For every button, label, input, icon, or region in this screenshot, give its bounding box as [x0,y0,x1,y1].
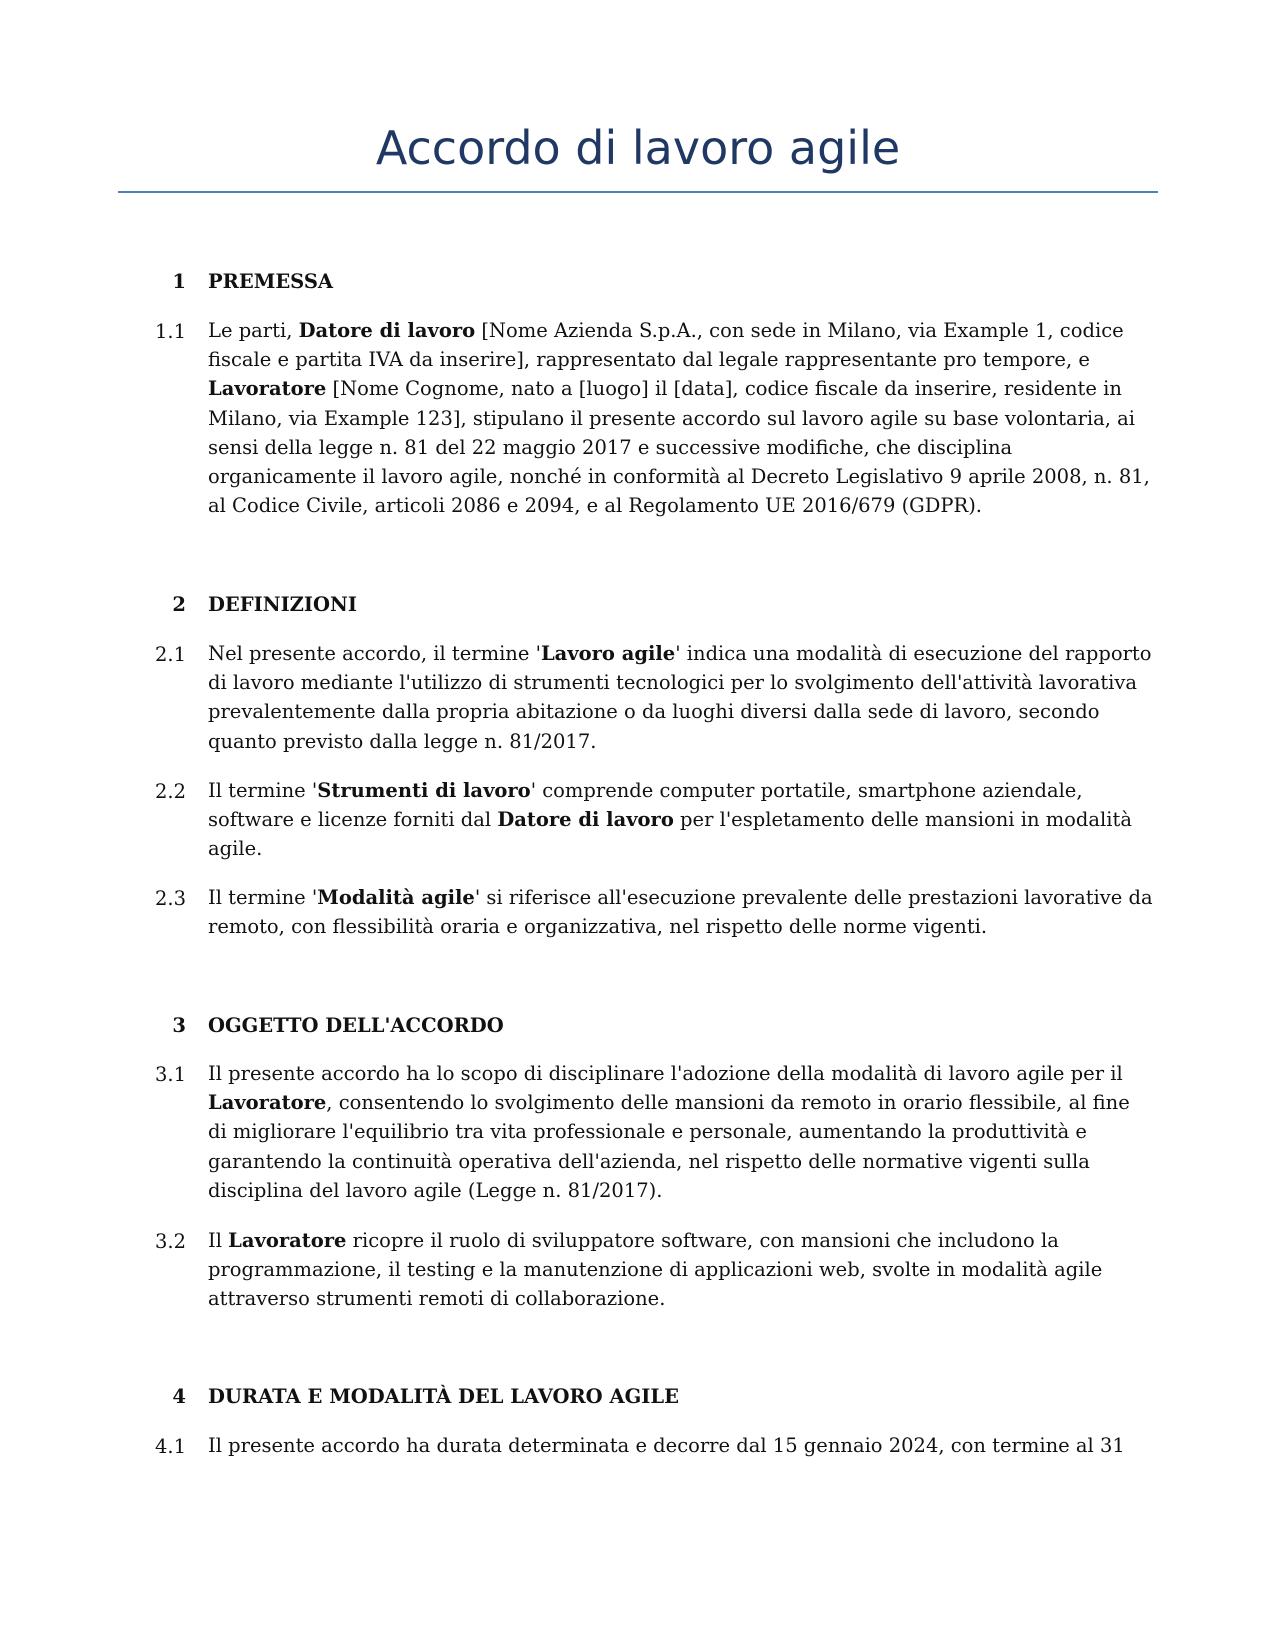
section-title: DEFINIZIONI [208,593,357,616]
defined-term: Datore di lavoro [497,808,674,832]
text-line: di lavoro mediante l'utilizzo di strumenti tecnologici per lo svolgimento dell'attività lavorativa [208,671,1138,695]
clause-number: 2.2 [154,780,186,803]
text-line: Il Lavoratore ricopre il ruolo di sviluppatore software, con mansioni che includono la [208,1229,1059,1252]
clause-number: 2.1 [154,643,186,666]
title-underline [118,191,1158,193]
section-number: 1 [172,270,186,293]
clause-text [208,316,1150,520]
clause-text [208,1226,1133,1314]
text-line: fiscale e partita IVA da inserire], rappresentato dal legale rappresentante pro tempore, e [208,348,1090,372]
clause-number: 4.1 [154,1435,186,1458]
defined-term: Datore di lavoro [298,319,476,342]
section-title: DURATA E MODALITÀ DEL LAVORO AGILE [208,1385,679,1408]
text-line: attraverso strumenti remoti di collaborazione. [208,1287,666,1311]
text-line: Le parti, Datore di lavoro [Nome Azienda S.p.A., con sede in Milano, via Example 1, codice [208,319,1124,342]
clause-text [208,776,1133,864]
text-line: Il presente accordo ha durata determinata e decorre dal 15 gennaio 2024, con termine al 31 [208,1434,1125,1457]
defined-term: Lavoratore [208,377,327,401]
text-line: Lavoratore [Nome Cognome, nato a [luogo] il [data], codice fiscale da inserire, residente in [208,377,1122,401]
clause-number: 3.2 [154,1230,186,1253]
section-title: PREMESSA [208,270,334,293]
defined-term: Strumenti di lavoro [317,779,531,802]
clause-number: 1.1 [154,320,186,343]
text-line: software e licenze forniti dal Datore di lavoro per l'espletamento delle mansioni in modalità [208,808,1132,832]
text-line: remoto, con flessibilità oraria e organizzativa, nel rispetto delle norme vigenti. [208,915,988,939]
clause-number: 2.3 [154,887,186,910]
text-line: al Codice Civile, articoli 2086 e 2094, e al Regolamento UE 2016/679 (GDPR). [208,494,983,518]
clause-text [208,1431,1133,1460]
defined-term: Lavoratore [228,1229,347,1252]
section-number: 2 [172,593,186,616]
text-line: agile. [208,837,263,861]
defined-term: Lavoro agile [540,642,676,665]
text-line: Il presente accordo ha lo scopo di disciplinare l'adozione della modalità di lavoro agile per il [208,1062,1123,1085]
defined-term: Lavoratore [208,1091,327,1115]
clause-text [208,1059,1133,1205]
text-line: organicamente il lavoro agile, nonché in conformità al Decreto Legislativo 9 aprile 2008, n. 81, [208,464,1150,488]
clause-text [208,639,1152,756]
document-title: Accordo di lavoro agile [375,121,901,175]
text-line: programmazione, il testing e la manutenzione di applicazioni web, svolte in modalità agile [208,1258,1103,1282]
text-line: garantendo la continuità operativa dell'azienda, nel rispetto delle normative vigenti sulla [208,1149,1090,1173]
section-number: 4 [172,1385,186,1408]
text-line: quanto previsto dalla legge n. 81/2017. [208,729,597,753]
text-line: prevalentemente dalla propria abitazione o da luoghi diversi dalla sede di lavoro, secondo [208,700,1100,724]
text-line: Lavoratore, consentendo lo svolgimento delle mansioni da remoto in orario flessibile, al fine [208,1091,1130,1115]
text-line: disciplina del lavoro agile (Legge n. 81/2017). [208,1178,663,1202]
defined-term: Modalità agile [317,886,475,909]
text-line: sensi della legge n. 81 del 22 maggio 2017 e successive modifiche, che disciplina [208,435,1013,459]
clause-text [208,883,1153,941]
text-line: Il termine 'Modalità agile' si riferisce all'esecuzione prevalente delle prestazioni lavorative da [208,886,1153,909]
section-number: 3 [172,1014,186,1037]
text-line: Il termine 'Strumenti di lavoro' comprende computer portatile, smartphone aziendale, [208,779,1083,802]
text-line: di migliorare l'equilibrio tra vita professionale e personale, aumentando la produttività e [208,1120,1087,1144]
text-line: Nel presente accordo, il termine 'Lavoro agile' indica una modalità di esecuzione del rapporto [208,642,1152,665]
section-title: OGGETTO DELL'ACCORDO [208,1014,504,1037]
clause-number: 3.1 [154,1063,186,1086]
text-line: Milano, via Example 123], stipulano il presente accordo sul lavoro agile su base volontaria, ai [208,406,1136,430]
